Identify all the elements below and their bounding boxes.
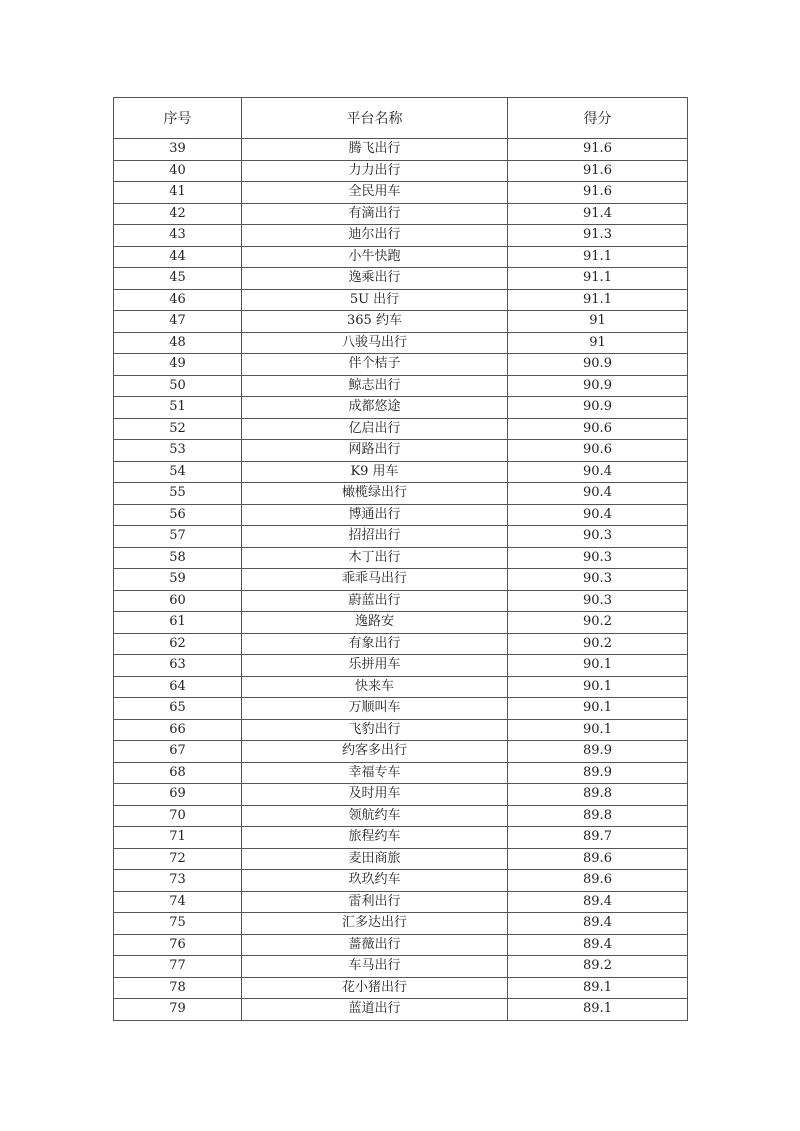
score: 89.9 [508, 762, 688, 784]
score: 90.9 [508, 354, 688, 376]
platform-name: 雷利出行 [242, 891, 508, 913]
score: 90.4 [508, 504, 688, 526]
table-row [114, 719, 688, 741]
score: 90.1 [508, 655, 688, 677]
platform-name: 乐拼用车 [242, 655, 508, 677]
table-row [114, 225, 688, 247]
score: 90.1 [508, 698, 688, 720]
row-number: 63 [114, 655, 242, 677]
table-row [114, 913, 688, 935]
table-row [114, 934, 688, 956]
platform-name: 万顺叫车 [242, 698, 508, 720]
table-row [114, 160, 688, 182]
score: 91.3 [508, 225, 688, 247]
score: 90.3 [508, 547, 688, 569]
table-row [114, 612, 688, 634]
score: 89.4 [508, 891, 688, 913]
platform-name: 全民用车 [242, 182, 508, 204]
platform-name: 迪尔出行 [242, 225, 508, 247]
row-number: 49 [114, 354, 242, 376]
platform-name: 5U 出行 [242, 289, 508, 311]
score: 91.6 [508, 160, 688, 182]
platform-name: 汇多达出行 [242, 913, 508, 935]
score: 91.6 [508, 182, 688, 204]
platform-name: 快来车 [242, 676, 508, 698]
platform-name: 力力出行 [242, 160, 508, 182]
table-row [114, 139, 688, 161]
header-platform-name: 平台名称 [242, 98, 508, 139]
row-number: 72 [114, 848, 242, 870]
platform-name: 飞豹出行 [242, 719, 508, 741]
header-score: 得分 [508, 98, 688, 139]
row-number: 62 [114, 633, 242, 655]
score: 90.3 [508, 526, 688, 548]
row-number: 67 [114, 741, 242, 763]
score: 90.1 [508, 676, 688, 698]
platform-name: 伴个桔子 [242, 354, 508, 376]
platform-name: 鲸志出行 [242, 375, 508, 397]
platform-name: 网路出行 [242, 440, 508, 462]
platform-name: 橄榄绿出行 [242, 483, 508, 505]
row-number: 64 [114, 676, 242, 698]
row-number: 56 [114, 504, 242, 526]
table-row [114, 999, 688, 1021]
row-number: 39 [114, 139, 242, 161]
table-row [114, 762, 688, 784]
score: 90.9 [508, 375, 688, 397]
row-number: 41 [114, 182, 242, 204]
table-row [114, 440, 688, 462]
row-number: 53 [114, 440, 242, 462]
platform-name: 约客多出行 [242, 741, 508, 763]
score: 89.6 [508, 848, 688, 870]
table-row [114, 354, 688, 376]
score: 91.1 [508, 246, 688, 268]
score: 89.1 [508, 977, 688, 999]
table-row [114, 741, 688, 763]
score: 90.6 [508, 418, 688, 440]
row-number: 71 [114, 827, 242, 849]
platform-name: 花小猪出行 [242, 977, 508, 999]
platform-name: 腾飞出行 [242, 139, 508, 161]
platform-name: 成都悠途 [242, 397, 508, 419]
platform-name: 蔚蓝出行 [242, 590, 508, 612]
score: 89.4 [508, 913, 688, 935]
score: 90.6 [508, 440, 688, 462]
platform-name: K9 用车 [242, 461, 508, 483]
platform-name: 365 约车 [242, 311, 508, 333]
row-number: 77 [114, 956, 242, 978]
platform-name: 招招出行 [242, 526, 508, 548]
platform-name: 乖乖马出行 [242, 569, 508, 591]
row-number: 69 [114, 784, 242, 806]
platform-name: 玖玖约车 [242, 870, 508, 892]
row-number: 51 [114, 397, 242, 419]
score: 89.8 [508, 784, 688, 806]
row-number: 79 [114, 999, 242, 1021]
platform-name: 旅程约车 [242, 827, 508, 849]
table-row [114, 547, 688, 569]
score: 91.4 [508, 203, 688, 225]
score: 90.1 [508, 719, 688, 741]
row-number: 48 [114, 332, 242, 354]
score: 91.1 [508, 289, 688, 311]
table-header-row [114, 98, 688, 139]
row-number: 74 [114, 891, 242, 913]
row-number: 55 [114, 483, 242, 505]
row-number: 42 [114, 203, 242, 225]
row-number: 73 [114, 870, 242, 892]
row-number: 46 [114, 289, 242, 311]
table-row [114, 633, 688, 655]
table-row [114, 375, 688, 397]
table-row [114, 203, 688, 225]
row-number: 65 [114, 698, 242, 720]
table-body [114, 139, 688, 1021]
score: 89.4 [508, 934, 688, 956]
table-row [114, 956, 688, 978]
row-number: 75 [114, 913, 242, 935]
score: 91.1 [508, 268, 688, 290]
platform-name: 逸路安 [242, 612, 508, 634]
table-row [114, 268, 688, 290]
table-row [114, 397, 688, 419]
row-number: 61 [114, 612, 242, 634]
platform-name: 小牛快跑 [242, 246, 508, 268]
score: 90.2 [508, 633, 688, 655]
row-number: 47 [114, 311, 242, 333]
platform-name: 博通出行 [242, 504, 508, 526]
score: 90.4 [508, 483, 688, 505]
row-number: 66 [114, 719, 242, 741]
platform-name: 八骏马出行 [242, 332, 508, 354]
row-number: 44 [114, 246, 242, 268]
platform-name: 有滴出行 [242, 203, 508, 225]
score: 89.1 [508, 999, 688, 1021]
table-row [114, 827, 688, 849]
score: 90.3 [508, 569, 688, 591]
platform-name: 麦田商旅 [242, 848, 508, 870]
score: 89.2 [508, 956, 688, 978]
score: 90.3 [508, 590, 688, 612]
table-row [114, 483, 688, 505]
table-row [114, 311, 688, 333]
platform-name: 幸福专车 [242, 762, 508, 784]
score: 91 [508, 332, 688, 354]
table-row [114, 526, 688, 548]
score: 90.9 [508, 397, 688, 419]
row-number: 70 [114, 805, 242, 827]
table-row [114, 590, 688, 612]
table-row [114, 870, 688, 892]
row-number: 76 [114, 934, 242, 956]
row-number: 58 [114, 547, 242, 569]
ranking-table [113, 97, 688, 1021]
row-number: 57 [114, 526, 242, 548]
score: 89.8 [508, 805, 688, 827]
row-number: 40 [114, 160, 242, 182]
score: 90.2 [508, 612, 688, 634]
platform-name: 蔷薇出行 [242, 934, 508, 956]
score: 90.4 [508, 461, 688, 483]
table-row [114, 246, 688, 268]
score: 91.6 [508, 139, 688, 161]
platform-name: 车马出行 [242, 956, 508, 978]
row-number: 45 [114, 268, 242, 290]
score: 89.6 [508, 870, 688, 892]
table-row [114, 332, 688, 354]
row-number: 52 [114, 418, 242, 440]
table-row [114, 461, 688, 483]
row-number: 68 [114, 762, 242, 784]
table-row [114, 676, 688, 698]
table-row [114, 698, 688, 720]
table-row [114, 655, 688, 677]
table-row [114, 289, 688, 311]
platform-name: 有象出行 [242, 633, 508, 655]
score: 89.9 [508, 741, 688, 763]
platform-name: 逸乘出行 [242, 268, 508, 290]
score: 89.7 [508, 827, 688, 849]
row-number: 50 [114, 375, 242, 397]
table-row [114, 418, 688, 440]
platform-name: 木丁出行 [242, 547, 508, 569]
platform-name: 领航约车 [242, 805, 508, 827]
table-row [114, 784, 688, 806]
score: 91 [508, 311, 688, 333]
header-number: 序号 [114, 98, 242, 139]
table-row [114, 891, 688, 913]
platform-name: 亿启出行 [242, 418, 508, 440]
table-row [114, 848, 688, 870]
platform-name: 及时用车 [242, 784, 508, 806]
table-row [114, 182, 688, 204]
table-row [114, 977, 688, 999]
row-number: 59 [114, 569, 242, 591]
row-number: 54 [114, 461, 242, 483]
table-row [114, 504, 688, 526]
row-number: 60 [114, 590, 242, 612]
table-row [114, 569, 688, 591]
table-row [114, 805, 688, 827]
row-number: 78 [114, 977, 242, 999]
row-number: 43 [114, 225, 242, 247]
platform-name: 蓝道出行 [242, 999, 508, 1021]
